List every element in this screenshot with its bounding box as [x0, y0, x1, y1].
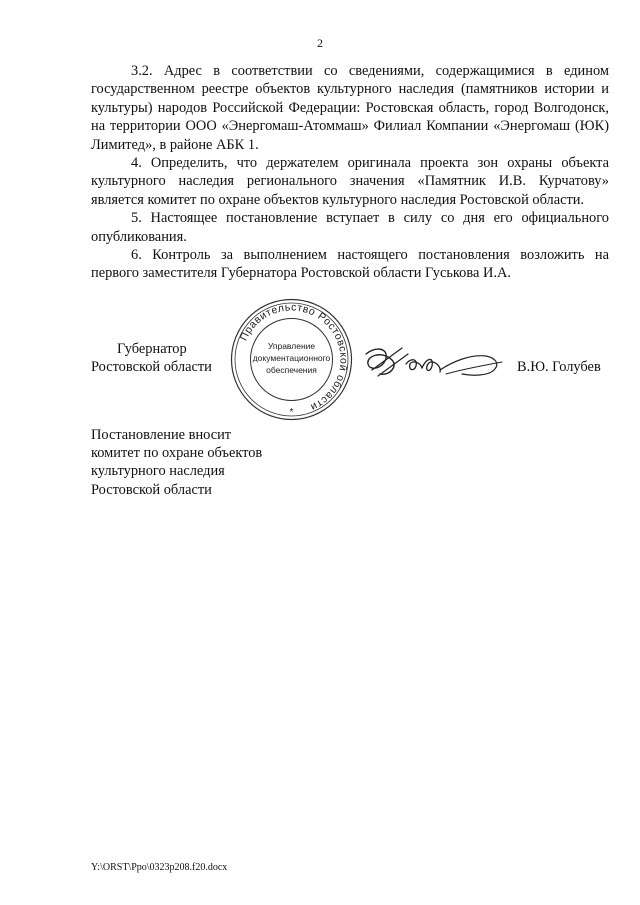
submitted-by-line3: культурного наследия: [91, 463, 225, 480]
seal-center-line2: документационного: [252, 353, 331, 363]
signatory-title-line1: Губернатор: [117, 341, 187, 357]
signatory-title-line2: Ростовской области: [91, 359, 212, 376]
paragraph-6: 6. Контроль за выполнением настоящего постановления возложить на первого заместителя Губернатора Ростовской области Гуськова И.А.: [91, 247, 609, 282]
paragraph-5: 5. Настоящее постановление вступает в силу со дня его официального опубликования.: [91, 210, 609, 245]
official-seal: [229, 297, 354, 422]
paragraph-3-2: 3.2. Адрес в соответствии со сведениями, содержащимися в едином государственном реестре объектов культурного наследия (памятников истории и культуры) народов Российской Федерации: Ростовская область, город Волгодонск, на территории ООО «Энергомаш-Атоммаш» Филиал Компании «Энергомаш (ЮК) Лимитед», в районе АБК 1.: [91, 63, 609, 153]
page-number: 2: [317, 36, 323, 50]
submitted-by-line4: Ростовской области: [91, 481, 212, 498]
submitted-by-line2: комитет по охране объектов: [91, 445, 263, 462]
decree-body: [91, 62, 609, 283]
signatory-title: [91, 340, 212, 377]
paragraph-4: 4. Определить, что держателем оригинала проекта зон охраны объекта культурного наследия регионального значения «Памятник И.В. Курчатову» является комитет по охране объектов культурного наследия Ростовской области.: [91, 155, 609, 208]
seal-ring-text: Правительство Ростовской области: [237, 301, 350, 414]
signatory-name: В.Ю. Голубев: [517, 359, 601, 375]
submitted-by-block: [91, 426, 262, 499]
seal-center-line1: Управление: [267, 341, 316, 351]
seal-center-line3: обеспечения: [266, 365, 317, 375]
seal-star: *: [289, 407, 294, 418]
submitted-by-line1: Постановление вносит: [91, 427, 232, 443]
footer-file-path: Y:\ORST\Ppo\0323p208.f20.docx: [91, 862, 228, 873]
handwritten-signature: [362, 340, 504, 388]
